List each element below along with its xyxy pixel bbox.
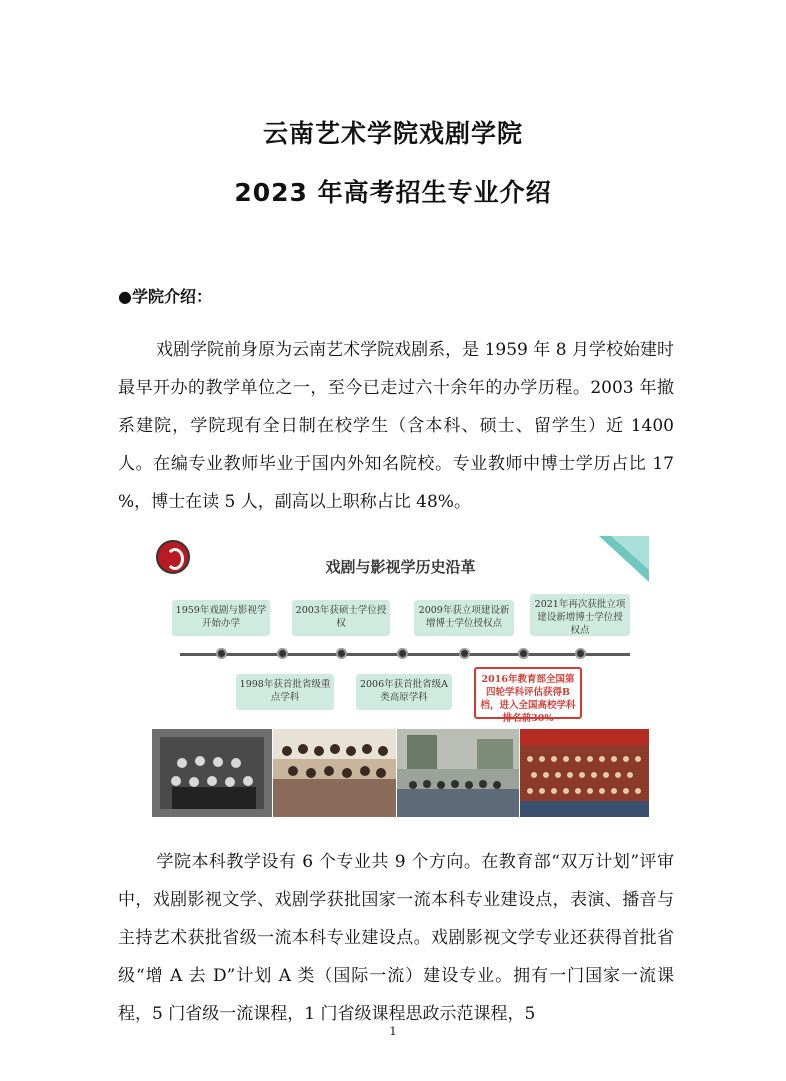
timeline-dot: [459, 648, 470, 659]
intro-paragraph: [118, 331, 674, 521]
photo-strip: [152, 729, 649, 817]
event-2016-highlight: 2016年教育部全国第四轮学科评估获得B档，进入全国高校学科排名前30%: [474, 667, 582, 719]
figure-title: 戏剧与影视学历史沿革: [325, 558, 476, 576]
event-1998: 1998年获首批省级重点学科: [236, 674, 334, 710]
page-title-line2: 2023 年高考招生专业介绍: [234, 178, 552, 207]
campus-group-photo: [397, 729, 519, 817]
history-figure: [152, 536, 649, 817]
timeline-dot: [575, 648, 586, 659]
program-paragraph: [118, 843, 674, 1033]
timeline-dot: [518, 648, 529, 659]
timeline-dot: [336, 648, 347, 659]
event-2003: 2003年获硕士学位授权: [292, 600, 390, 636]
program-paragraph-text: 学院本科教学设有 6 个专业共 9 个方向。在教育部“双万计划”评审中，戏剧影视文学、戏剧学获批国家一流本科专业建设点，表演、播音与主持艺术获批省级一流本科专业建设点。戏剧影视文学专业还获得首批省级“增 A 去 D”计划 A 类（国际一流）建设专业。拥有一门国家一流课程，5 门省级一流课程，1 门省级课程思政示范课程，5: [118, 852, 674, 1024]
faculty-group-photo: [273, 729, 396, 817]
page-number: 1: [389, 1025, 397, 1038]
event-2006: 2006年获首批省级A类高原学科: [356, 674, 452, 710]
page-title-line1: 云南艺术学院戏剧学院: [262, 119, 523, 148]
section-heading: ●学院介绍：: [118, 287, 212, 306]
timeline-dot: [216, 648, 227, 659]
timeline-dot: [397, 648, 408, 659]
timeline-dot: [277, 648, 288, 659]
event-2009: 2009年获立项建设新增博士学位授权点: [414, 600, 514, 636]
event-2021: 2021年再次获批立项建设新增博士学位授权点: [530, 594, 630, 636]
anniversary-group-photo: [520, 729, 649, 817]
intro-paragraph-text: 戏剧学院前身原为云南艺术学院戏剧系，是 1959 年 8 月学校始建时最早开办的教学单位之一，至今已走过六十余年的办学历程。2003 年撤系建院，学院现有全日制在校学生（含本科、硕士、留学生）近 1400 人。在编专业教师毕业于国内外知名院校。专业教师中博士学历占比 17 %，博士在读 5 人，副高以上职称占比 48%。: [118, 340, 674, 512]
event-1959: 1959年戏剧与影视学开始办学: [172, 600, 270, 636]
historic-group-photo: [152, 729, 272, 817]
